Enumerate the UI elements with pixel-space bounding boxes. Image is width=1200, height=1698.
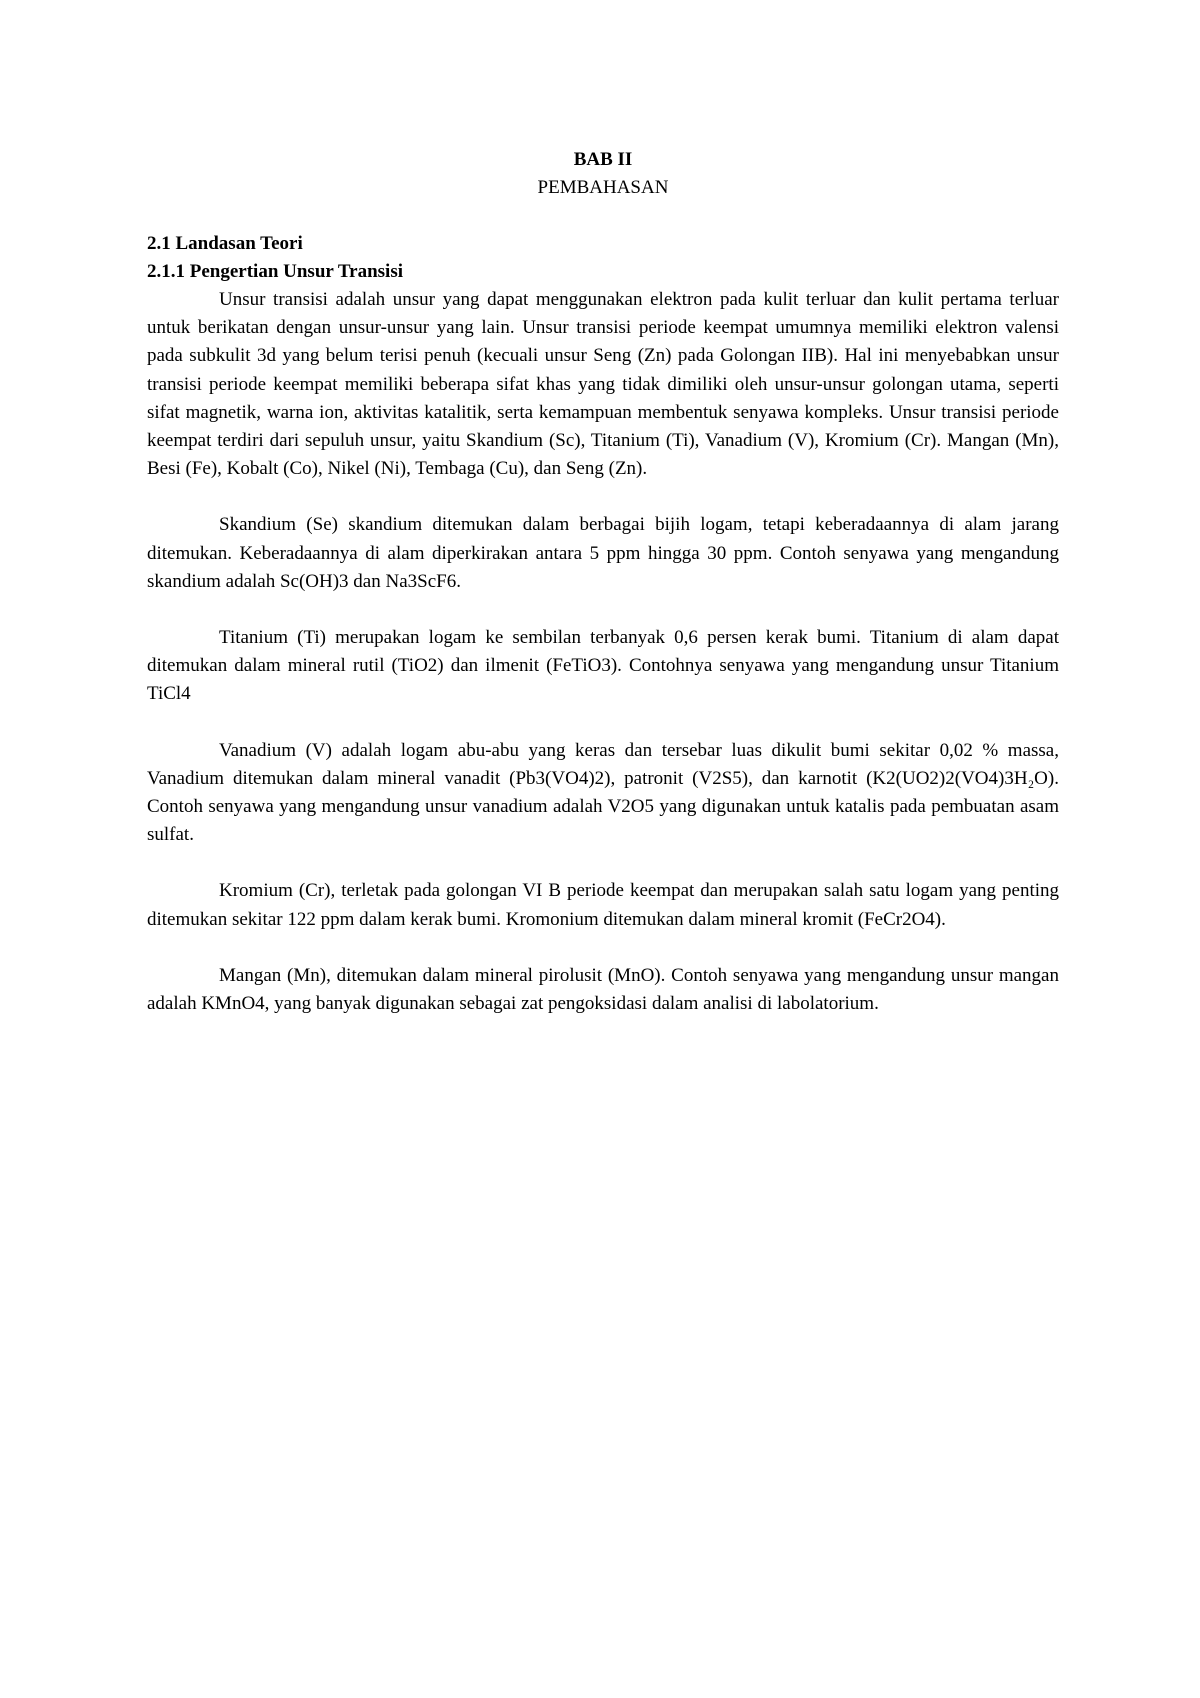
paragraph-intro: Unsur transisi adalah unsur yang dapat menggunakan elektron pada kulit terluar dan kulit pertama terluar untuk berikatan dengan unsur-unsur yang lain. Unsur transisi periode keempat umumnya memiliki elektron valensi pada subkulit 3d yang belum terisi penuh (kecuali unsur Seng (Zn) pada Golongan IIB). Hal ini menyebabkan unsur transisi periode keempat memiliki beberapa sifat khas yang tidak dimiliki oleh unsur-unsur golongan utama, seperti sifat magnetik, warna ion, aktivitas katalitik, serta kemampuan membentuk senyawa kompleks. Unsur transisi periode keempat terdiri dari sepuluh unsur, yaitu Skandium (Sc), Titanium (Ti), Vanadium (V), Kromium (Cr). Mangan (Mn), Besi (Fe), Kobalt (Co), Nikel (Ni), Tembaga (Cu), dan Seng (Zn). <box>147 289 1059 480</box>
paragraph-mangan: Mangan (Mn), ditemukan dalam mineral pirolusit (MnO). Contoh senyawa yang mengandung unsur mangan adalah KMnO4, yang banyak digunakan sebagai zat pengoksidasi dalam analisi di labolatorium. <box>147 964 1059 1015</box>
subsection-heading: 2.1.1 Pengertian Unsur Transisi <box>147 261 403 282</box>
paragraph-kromium: Kromium (Cr), terletak pada golongan VI B periode keempat dan merupakan salah satu logam yang penting ditemukan sekitar 122 ppm dalam kerak bumi. Kromonium ditemukan dalam mineral kromit (FeCr2O4). <box>147 880 1059 930</box>
paragraph-skandium: Skandium (Se) skandium ditemukan dalam berbagai bijih logam, tetapi keberadaannya di alam jarang ditemukan. Keberadaannya di alam diperkirakan antara 5 ppm hingga 30 ppm. Contoh senyawa yang mengandung skandium adalah Sc(OH)3 dan Na3ScF6. <box>147 514 1059 592</box>
paragraph-titanium: Titanium (Ti) merupakan logam ke sembilan terbanyak 0,6 persen kerak bumi. Titanium di alam dapat ditemukan dalam mineral rutil (TiO2) dan ilmenit (FeTiO3). Contohnya senyawa yang mengandung unsur Titanium TiCl4 <box>147 627 1059 705</box>
chapter-title: PEMBAHASAN <box>537 177 669 198</box>
document-page <box>147 146 1059 1018</box>
paragraph-vanadium: Vanadium (V) adalah logam abu-abu yang keras dan tersebar luas dikulit bumi sekitar 0,02 % massa, Vanadium ditemukan dalam mineral vanadit (Pb3(VO4)2), patronit (V2S5), dan karnotit (K2(UO2)2(VO4)3H₂O). Contoh senyawa yang mengandung unsur vanadium adalah V2O5 yang digunakan untuk katalis pada pembuatan asam sulfat. <box>147 739 1059 846</box>
chapter-label: BAB II <box>573 149 633 170</box>
section-heading: 2.1 Landasan Teori <box>147 233 303 254</box>
